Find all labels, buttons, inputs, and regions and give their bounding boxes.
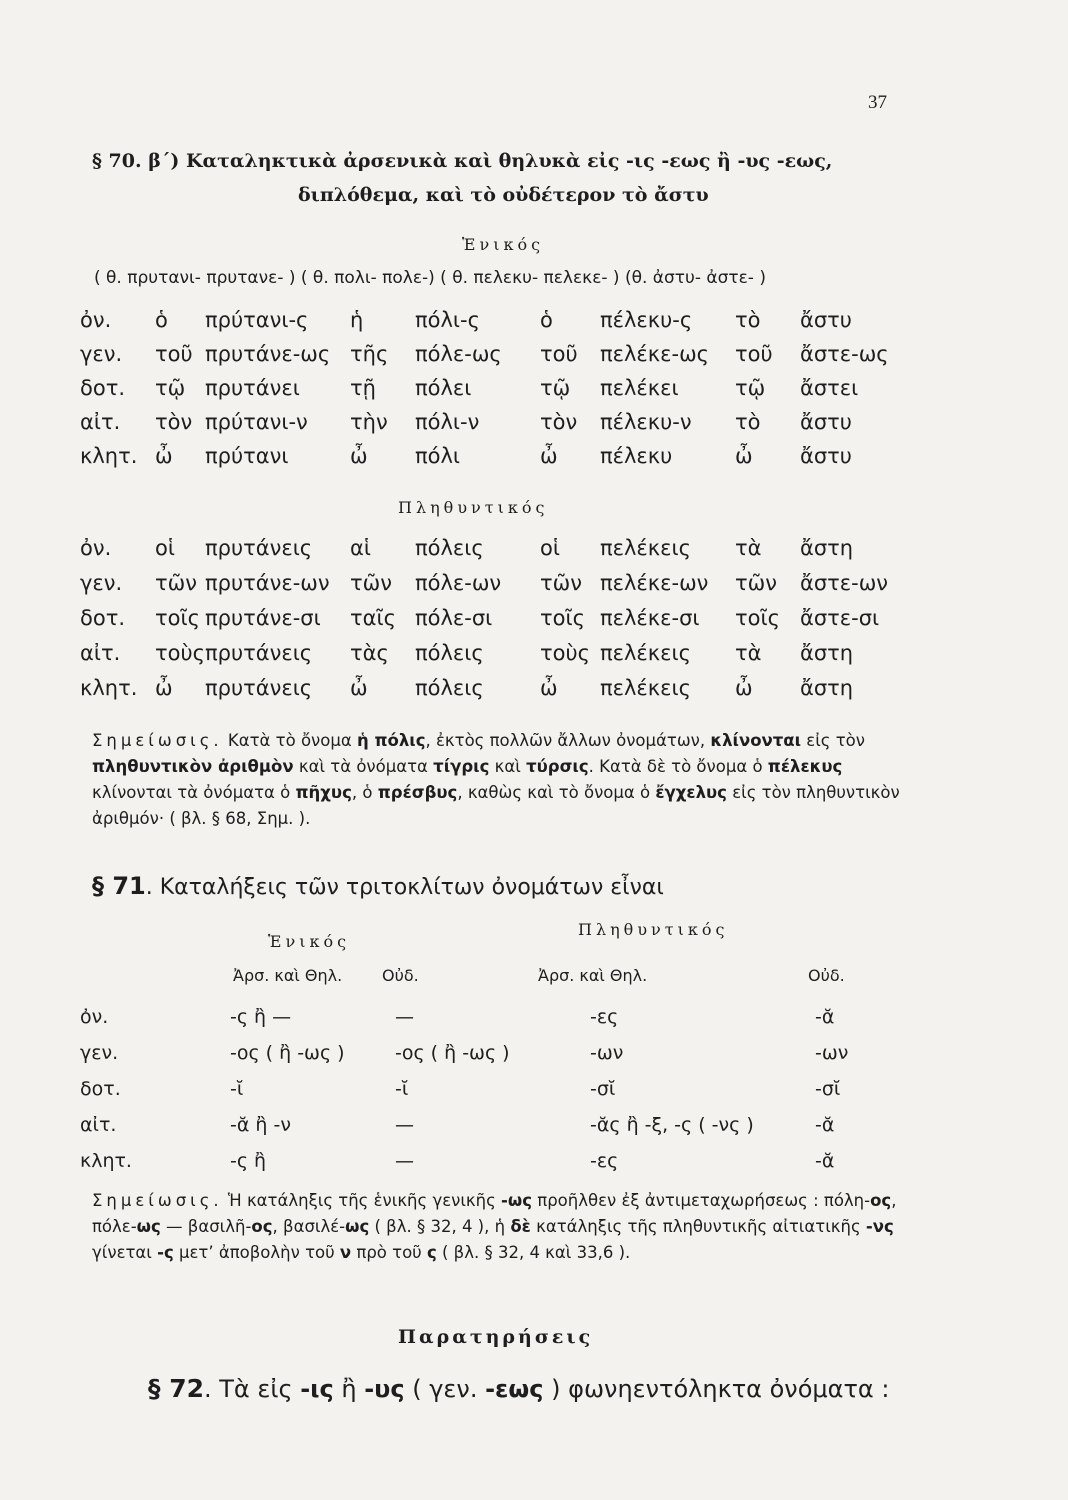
word-form: ἄστη: [800, 641, 854, 665]
case-label: δοτ.: [80, 1078, 121, 1100]
plural-heading: Πληθυντικός: [398, 498, 549, 517]
ending: -ες: [590, 1006, 619, 1028]
endings-plural-heading: Πληθυντικός: [578, 920, 729, 939]
article: τῆς: [350, 342, 389, 366]
article: τὰ: [735, 536, 762, 560]
ending: -ᾰ: [815, 1114, 835, 1136]
word-form: πρυτάνεις: [205, 641, 313, 665]
case-label: δοτ.: [80, 606, 126, 630]
subheader-neut-sg: Οὐδ.: [382, 966, 419, 985]
article: τὰς: [350, 641, 389, 665]
ending: —: [395, 1150, 414, 1172]
word-form: πελέκεις: [600, 676, 691, 700]
ending: -ῐ: [230, 1078, 244, 1100]
article: τοῖς: [155, 606, 200, 630]
article: τῶν: [735, 571, 777, 595]
article: ταῖς: [350, 606, 396, 630]
ending: -ᾰ: [815, 1150, 835, 1172]
word-form: πελέκε-σι: [600, 606, 700, 630]
ending: —: [395, 1006, 414, 1028]
article: οἱ: [540, 536, 560, 560]
note-label: Σημείωσις.: [92, 1191, 223, 1210]
word-form: πελέκε-ων: [600, 571, 709, 595]
word-form: πρύτανι: [205, 444, 289, 468]
ending: -σῐ: [815, 1078, 841, 1100]
case-label: ὀν.: [80, 1006, 109, 1028]
article: αἱ: [350, 536, 371, 560]
ending: -ς ἢ —: [230, 1006, 292, 1028]
word-form: πρυτάνεις: [205, 536, 313, 560]
word-form: ἄστη: [800, 676, 854, 700]
word-form: πελέκεις: [600, 641, 691, 665]
article: τοῦ: [540, 342, 578, 366]
word-form: πόλεις: [415, 641, 484, 665]
word-form: πελέκε-ως: [600, 342, 709, 366]
article: ὦ: [155, 676, 173, 700]
section-70-title-line2: διπλόθεμα, καὶ τὸ οὐδέτερον τὸ ἄστυ: [298, 184, 709, 206]
singular-heading: Ἑνικός: [462, 235, 545, 254]
article: τοῖς: [540, 606, 585, 630]
note-label: Σημείωσις.: [92, 731, 223, 750]
ending: -ᾰ ἢ -ν: [230, 1114, 291, 1136]
article: τὰ: [735, 641, 762, 665]
article: οἱ: [155, 536, 175, 560]
word-form: πόλε-ως: [415, 342, 502, 366]
case-label: δοτ.: [80, 376, 126, 400]
ending: -ων: [590, 1042, 624, 1064]
word-form: ἄστυ: [800, 308, 852, 332]
word-form: ἄστυ: [800, 410, 852, 434]
case-label: αἰτ.: [80, 1114, 117, 1136]
section-72-heading: § 72. Τὰ εἰς -ις ἢ -υς ( γεν. -εως ) φωνηεντόληκτα ὀνόματα :: [148, 1374, 890, 1403]
note-71: Σημείωσις. Ἡ κατάληξις τῆς ἑνικῆς γενικῆς -ως προῆλθεν ἐξ ἀντιμεταχωρήσεως : πόλη-ος, πόλε-ως — βασιλῆ-ος, βασιλέ-ως ( βλ. § 32, 4 ), ἡ δὲ κατάληξις τῆς πληθυντικῆς αἰτιατικῆς -νς γίνεται -ς μετ’ ἀποβολὴν τοῦ ν πρὸ τοῦ ς ( βλ. § 32, 4 καὶ 33,6 ).: [92, 1191, 897, 1262]
section-72-number: § 72: [148, 1374, 204, 1403]
case-label: ὀν.: [80, 308, 112, 332]
section-71-number: § 71: [92, 872, 146, 900]
article: ὁ: [155, 308, 168, 332]
word-form: πόλει: [415, 376, 472, 400]
word-form: πρυτάνε-σι: [205, 606, 321, 630]
observations-heading: Παρατηρήσεις: [398, 1326, 594, 1348]
article: ὦ: [735, 444, 753, 468]
article: τοῦ: [735, 342, 773, 366]
article: τὴν: [350, 410, 388, 434]
article: τῶν: [540, 571, 582, 595]
article: τῇ: [350, 376, 376, 400]
word-form: πόλι-ν: [415, 410, 480, 434]
word-form: ἄστει: [800, 376, 859, 400]
article: ὦ: [350, 444, 368, 468]
case-label: γεν.: [80, 571, 123, 595]
article: τὸ: [735, 308, 761, 332]
ending: -ῐ: [395, 1078, 409, 1100]
word-form: πελέκεις: [600, 536, 691, 560]
word-form: ἄστε-σι: [800, 606, 880, 630]
word-form: πόλε-ων: [415, 571, 502, 595]
word-form: πόλεις: [415, 536, 484, 560]
article: ἡ: [350, 308, 364, 332]
word-form: πέλεκυ-ν: [600, 410, 692, 434]
ending: -ᾰ: [815, 1006, 835, 1028]
article: ὦ: [735, 676, 753, 700]
article: τὸ: [735, 410, 761, 434]
word-form: πόλι-ς: [415, 308, 480, 332]
word-form: πρύτανι-ν: [205, 410, 308, 434]
word-form: ἄστε-ων: [800, 571, 889, 595]
word-form: πρυτάνε-ων: [205, 571, 330, 595]
word-form: πρυτάνει: [205, 376, 300, 400]
note-70: Σημείωσις. Κατὰ τὸ ὄνομα ἡ πόλις, ἐκτὸς πολλῶν ἄλλων ὀνομάτων, κλίνονται εἰς τὸν πληθυντικὸν ἀριθμὸν καὶ τὰ ὀνόματα τίγρις καὶ τύρσις. Κατὰ δὲ τὸ ὄνομα ὁ πέλεκυς κλίνονται τὰ ὀνόματα ὁ πῆχυς, ὁ πρέσβυς, καθὼς καὶ τὸ ὄνομα ὁ ἔγχελυς εἰς τὸν πληθυντικὸν ἀριθμόν· ( βλ. § 68, Σημ. ).: [92, 731, 900, 828]
case-label: αἰτ.: [80, 410, 121, 434]
section-71-heading: [92, 872, 664, 900]
ending: -ς ἢ: [230, 1150, 267, 1172]
case-label: γεν.: [80, 342, 123, 366]
article: τῶν: [155, 571, 197, 595]
word-form: πόλε-σι: [415, 606, 493, 630]
ending: -ων: [815, 1042, 849, 1064]
article: τῷ: [735, 376, 766, 400]
case-label: κλητ.: [80, 676, 138, 700]
word-form: πόλι: [415, 444, 461, 468]
article: ὦ: [350, 676, 368, 700]
article: τοὺς: [155, 641, 205, 665]
article: τοῦ: [155, 342, 193, 366]
word-form: ἄστε-ως: [800, 342, 889, 366]
endings-singular-heading: Ἑνικός: [268, 932, 351, 951]
word-form: πρυτάνεις: [205, 676, 313, 700]
word-form: πέλεκυ-ς: [600, 308, 693, 332]
word-form: ἄστη: [800, 536, 854, 560]
article: τὸν: [155, 410, 193, 434]
ending: -σῐ: [590, 1078, 616, 1100]
stems-line: ( θ. πρυτανι- πρυτανε- ) ( θ. πολι- πολε-) ( θ. πελεκυ- πελεκε- ) (θ. ἀστυ- ἀστε- ): [94, 268, 766, 288]
page-number: 37: [868, 92, 887, 113]
case-label: γεν.: [80, 1042, 119, 1064]
article: ὁ: [540, 308, 553, 332]
article: ὦ: [540, 444, 558, 468]
word-form: πόλεις: [415, 676, 484, 700]
section-70-title-line1: § 70. β΄) Καταληκτικὰ ἀρσενικὰ καὶ θηλυκὰ εἰς -ις -εως ἢ -υς -εως,: [92, 150, 833, 172]
article: ὦ: [540, 676, 558, 700]
subheader-masc-fem-pl: Ἀρσ. καὶ Θηλ.: [538, 966, 648, 985]
section-71-title: . Καταλήξεις τῶν τριτοκλίτων ὀνομάτων εἶναι: [145, 875, 664, 900]
case-label: αἰτ.: [80, 641, 121, 665]
article: τοὺς: [540, 641, 590, 665]
ending: -ᾰς ἢ -ξ, -ς ( -νς ): [590, 1114, 754, 1136]
word-form: πρύτανι-ς: [205, 308, 309, 332]
article: τῶν: [350, 571, 392, 595]
word-form: πέλεκυ: [600, 444, 673, 468]
ending: -ος ( ἢ -ως ): [395, 1042, 510, 1064]
article: τὸν: [540, 410, 578, 434]
case-label: κλητ.: [80, 1150, 132, 1172]
article: ὦ: [155, 444, 173, 468]
article: τῷ: [155, 376, 186, 400]
ending: —: [395, 1114, 414, 1136]
word-form: ἄστυ: [800, 444, 852, 468]
case-label: κλητ.: [80, 444, 138, 468]
word-form: πελέκει: [600, 376, 679, 400]
word-form: πρυτάνε-ως: [205, 342, 331, 366]
article: τοῖς: [735, 606, 780, 630]
ending: -ες: [590, 1150, 619, 1172]
subheader-neut-pl: Οὐδ.: [808, 966, 845, 985]
ending: -ος ( ἢ -ως ): [230, 1042, 345, 1064]
case-label: ὀν.: [80, 536, 112, 560]
article: τῷ: [540, 376, 571, 400]
subheader-masc-fem-sg: Ἀρσ. καὶ Θηλ.: [233, 966, 343, 985]
